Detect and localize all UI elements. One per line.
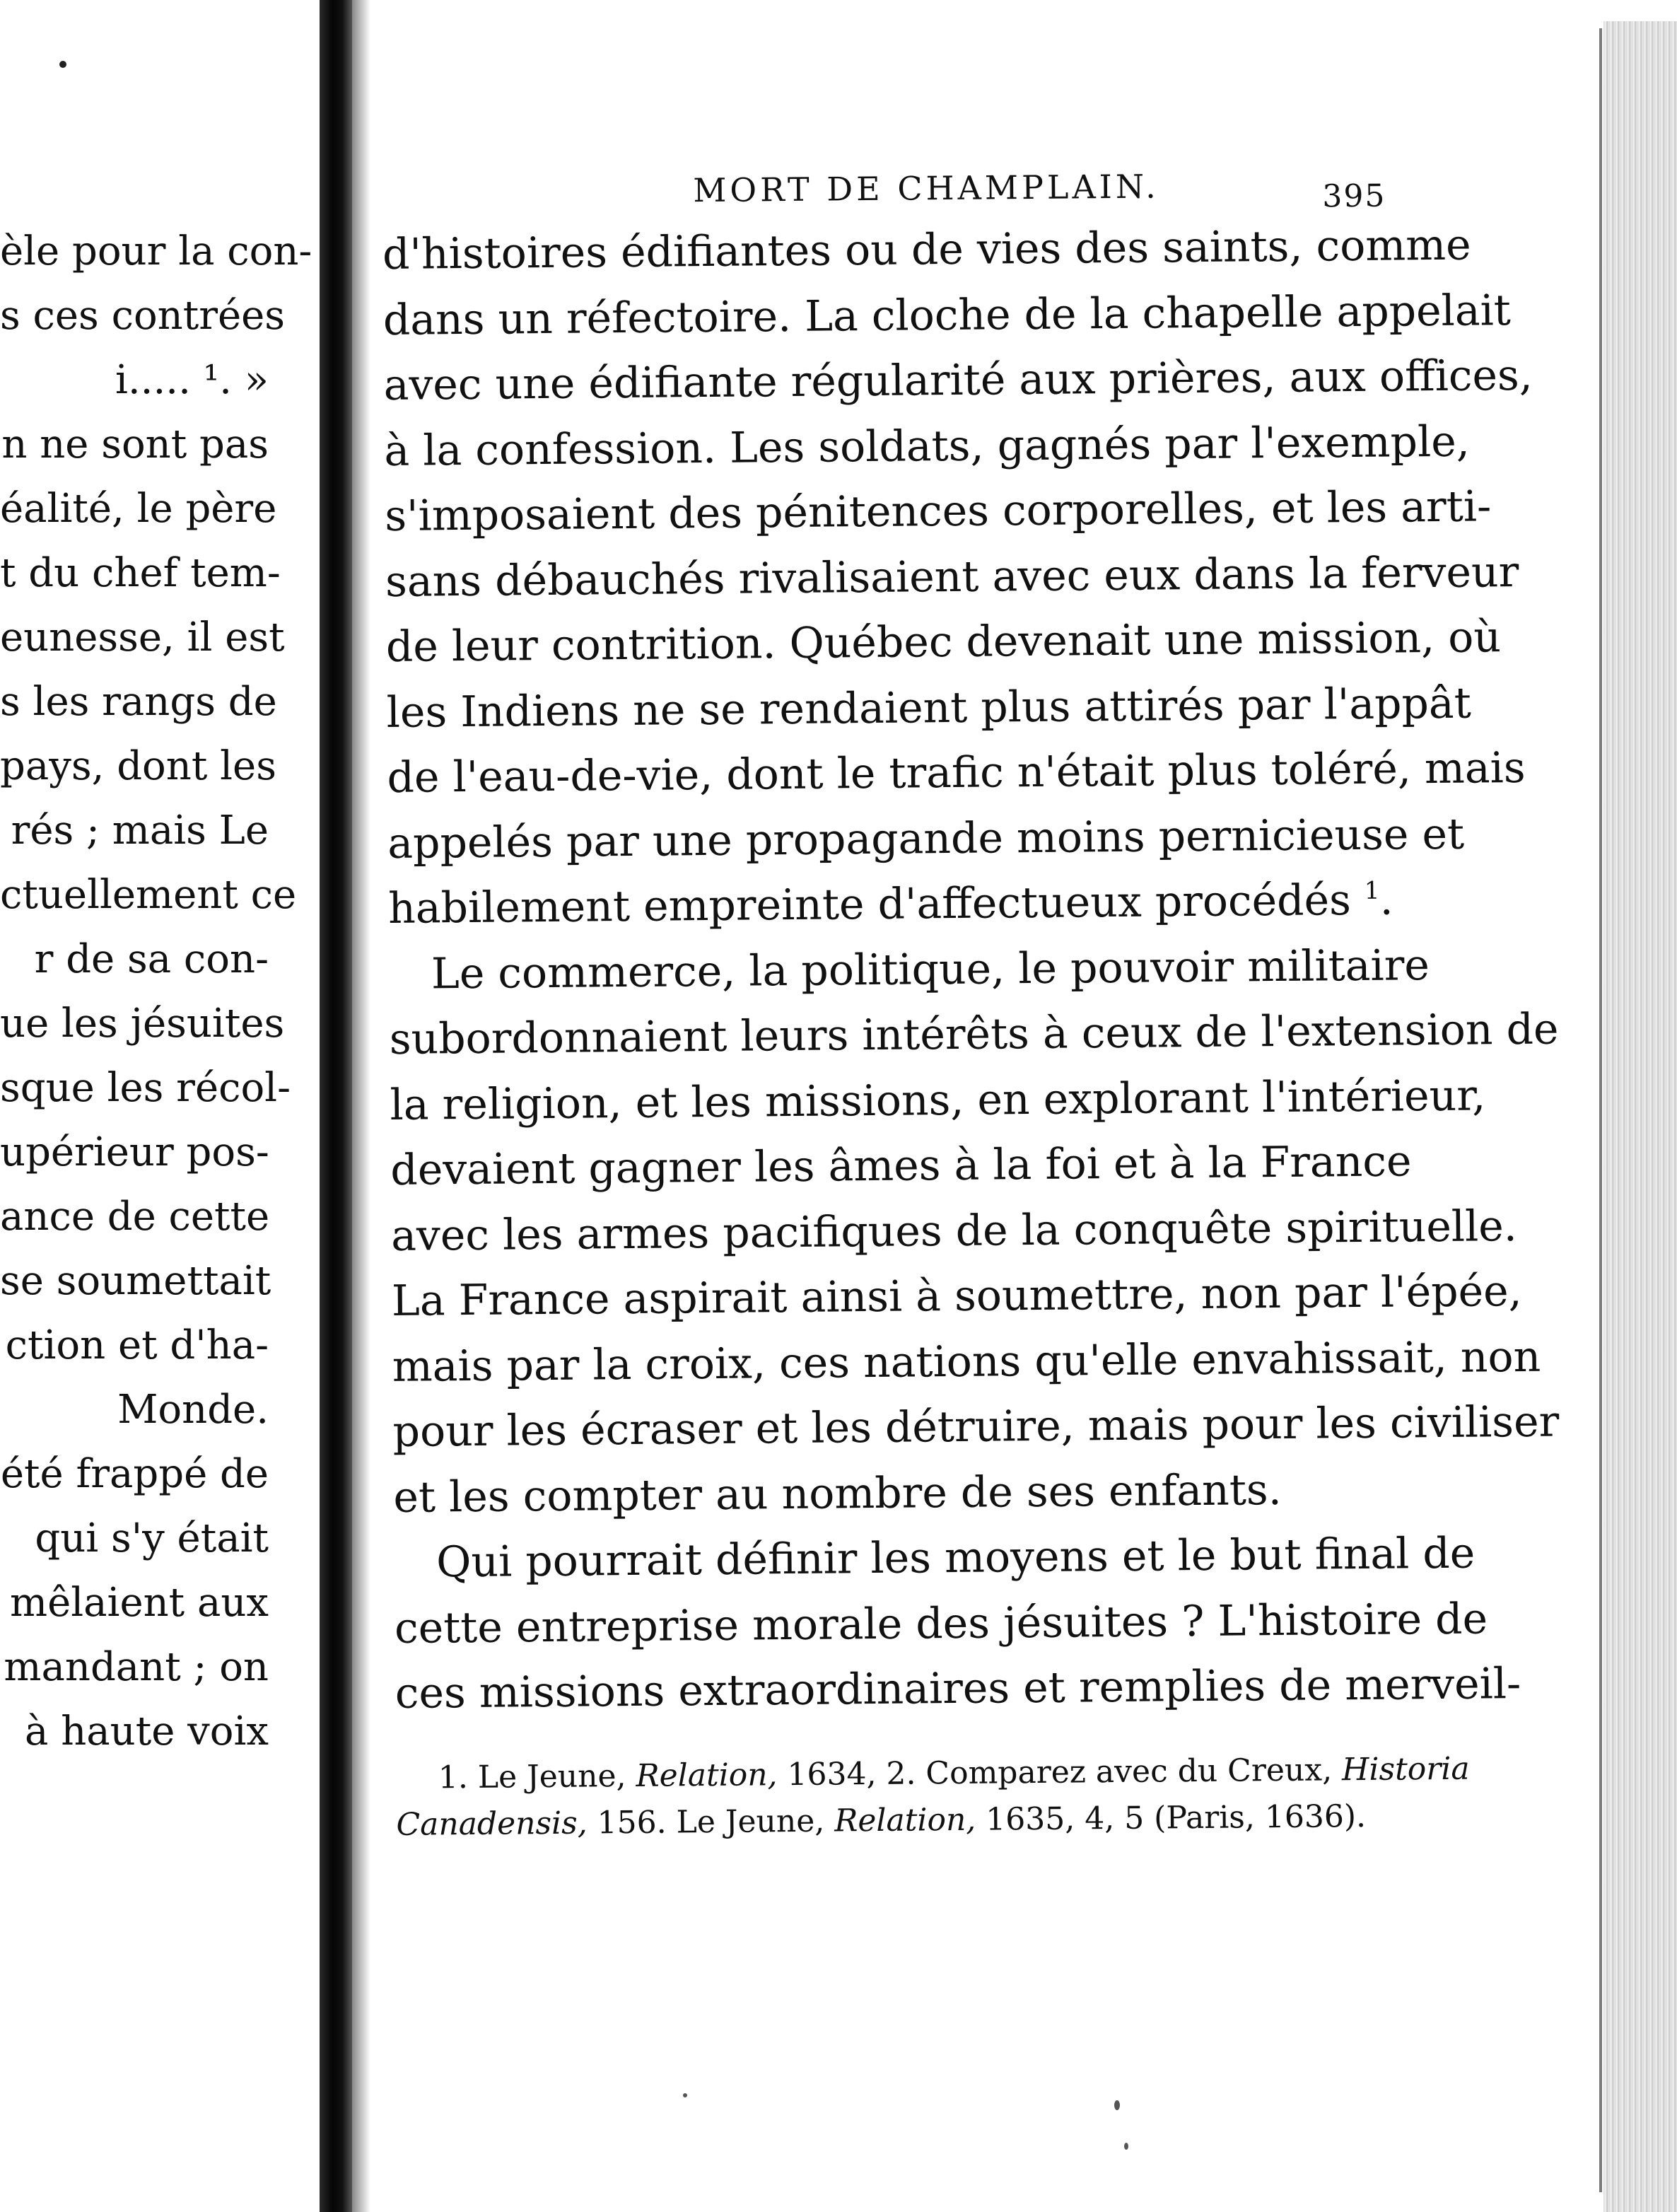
left-page-line: Monde.: [117, 1387, 269, 1433]
left-page-line: ction et d'ha-: [5, 1322, 269, 1368]
left-page-line: mandant ; on: [4, 1644, 269, 1690]
footnote-title: Relation,: [834, 1801, 976, 1839]
text-line: de leur contrition. Québec devenait une mission, où: [385, 612, 1502, 672]
page-number: 395: [1322, 177, 1386, 215]
left-page-line: mêlaient aux: [10, 1580, 269, 1626]
book-gutter: [320, 0, 352, 2212]
text-line: de l'eau-de-vie, dont le trafic n'était plus toléré, mais: [387, 743, 1526, 803]
footnote-reference: 1: [1364, 876, 1380, 905]
ink-speck: [683, 2093, 687, 2097]
text-line: pour les écraser et les détruire, mais pour les civiliser: [392, 1397, 1560, 1457]
fore-edge: [1603, 21, 1677, 2212]
text-line: s'imposaient des pénitences corporelles, et les arti-: [385, 482, 1492, 541]
left-page-line: ance de cette: [0, 1194, 270, 1240]
footnote-text: 1635, 4, 5 (Paris, 1636).: [986, 1798, 1367, 1838]
footnote-title: Canadensis,: [396, 1805, 588, 1843]
footnote-line: [396, 1746, 1470, 1801]
text-line: avec les armes pacifiques de la conquête spirituelle.: [390, 1201, 1518, 1261]
footnote-number: 1.: [438, 1759, 469, 1795]
text-line: mais par la croix, ces nations qu'elle envahissait, non: [392, 1332, 1541, 1392]
footnote-text: Le Jeune,: [477, 1757, 626, 1795]
text-line-content: habilement empreinte d'affectueux procédés: [387, 875, 1352, 933]
left-page-line: éalité, le père: [0, 486, 277, 532]
left-page-line: r de sa con-: [34, 936, 269, 982]
footnote-text: 156. Le Jeune,: [597, 1803, 825, 1841]
left-page-line: rés ; mais Le: [11, 808, 269, 854]
ink-speck: [59, 61, 66, 68]
footnote-text: 1634, 2. Comparez avec du Creux,: [787, 1751, 1333, 1793]
ink-speck: [1114, 2100, 1120, 2110]
text-line: cette entreprise morale des jésuites ? L'histoire de: [394, 1593, 1488, 1653]
left-page-line: sque les récol-: [0, 1065, 291, 1111]
left-page-line: upérieur pos-: [0, 1129, 269, 1175]
left-page-line: èle pour la con-: [0, 228, 312, 274]
footnote-title: Relation,: [636, 1756, 778, 1794]
left-page-line: s ces contrées: [0, 293, 286, 339]
text-line: dans un réfectoire. La cloche de la chapelle appelait: [382, 285, 1512, 345]
running-head: [382, 158, 1386, 223]
page-edge-line: [1599, 28, 1602, 2192]
text-line: subordonnaient leurs intérêts à ceux de l'extension de: [389, 1004, 1559, 1064]
text-line: sans débauchés rivalisaient avec eux dans la ferveur: [385, 547, 1519, 607]
text-line: Le commerce, la politique, le pouvoir militaire: [431, 940, 1430, 999]
text-line: avec une édifiante régularité aux prières, aux offices,: [383, 350, 1533, 410]
text-line: [388, 868, 1393, 942]
text-line: les Indiens ne se rendaient plus attirés par l'appât: [386, 678, 1472, 738]
left-page-line: eunesse, il est: [0, 615, 285, 660]
sentence-end: .: [1379, 875, 1393, 925]
text-line: Qui pourrait définir les moyens et le but final de: [436, 1528, 1476, 1588]
gutter-shadow: [352, 0, 370, 2212]
footnote-line: [396, 1793, 1401, 1848]
text-line: ces missions extraordinaires et remplies de merveil-: [395, 1659, 1521, 1718]
ink-speck: [1124, 2143, 1128, 2150]
left-page-line: n ne sont pas: [1, 421, 269, 467]
running-head-title: MORT DE CHAMPLAIN.: [693, 167, 1160, 210]
text-line: à la confession. Les soldats, gagnés par l'exemple,: [384, 417, 1471, 476]
left-page-line: pays, dont les: [0, 743, 276, 789]
body-text: [382, 214, 1560, 1727]
right-page: [382, 158, 1560, 1849]
text-line: d'histoires édifiantes ou de vies des saints, comme: [382, 220, 1471, 279]
text-line: la religion, et les missions, en explorant l'intérieur,: [390, 1070, 1486, 1130]
text-line: et les compter au nombre de ses enfants.: [393, 1465, 1282, 1523]
left-page-line: été frappé de: [0, 1451, 269, 1497]
left-page-line: qui s'y était: [35, 1515, 269, 1561]
footnote-title: Historia: [1341, 1750, 1470, 1788]
left-page-line: à haute voix: [25, 1709, 269, 1754]
left-page-line: ue les jésuites: [0, 1001, 285, 1047]
text-line: La France aspirait ainsi à soumettre, non par l'épée,: [391, 1266, 1522, 1326]
footnotes: [396, 1746, 1470, 1848]
left-page-line: i..... ¹. »: [115, 357, 269, 403]
left-page-line: t du chef tem-: [0, 550, 281, 596]
text-line: devaient gagner les âmes à la foi et à la France: [390, 1136, 1412, 1195]
left-page-line: ctuellement ce: [0, 872, 297, 918]
left-page-line: se soumettait: [0, 1258, 271, 1304]
left-page-text: [0, 219, 312, 1764]
left-page-fragment: [0, 0, 312, 2212]
left-page-line: s les rangs de: [0, 679, 277, 725]
text-line: appelés par une propagande moins pernicieuse et: [387, 809, 1465, 868]
